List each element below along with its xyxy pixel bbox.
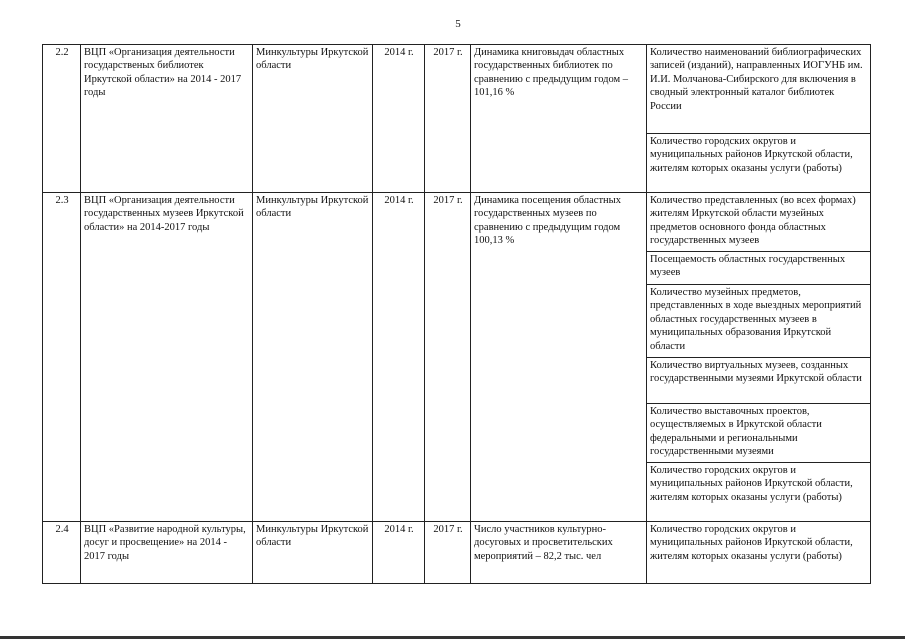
start-year: 2014 г. xyxy=(373,45,425,193)
row-number: 2.4 xyxy=(43,522,81,584)
indicator-cell: Количество городских округов и муниципальных районов Иркутской области, жителям которых оказаны услуги (работы) xyxy=(647,134,871,193)
expected-result: Динамика книговыдач областных государственных библиотек по сравнению с предыдущим годом – 101,16 % xyxy=(471,45,647,193)
program-name: ВЦП «Развитие народной культуры, досуг и просвещение» на 2014 - 2017 годы xyxy=(81,522,253,584)
indicator-cell: Количество городских округов и муниципальных районов Иркутской области, жителям которых оказаны услуги (работы) xyxy=(647,463,871,522)
indicator-cell: Количество городских округов и муниципальных районов Иркутской области, жителям которых оказаны услуги (работы) xyxy=(647,522,871,584)
program-table xyxy=(42,44,871,584)
end-year: 2017 г. xyxy=(425,522,471,584)
end-year: 2017 г. xyxy=(425,45,471,193)
indicator-cell: Количество представленных (во всех формах) жителям Иркутской области музейных предметов основного фонда областных государственных музеев xyxy=(647,193,871,252)
indicator-cell: Количество виртуальных музеев, созданных государственными музеями Иркутской области xyxy=(647,358,871,404)
expected-result: Динамика посещения областных государственных музеев по сравнению с предыдущим годом 100,13 % xyxy=(471,193,647,522)
table-row xyxy=(43,522,871,584)
row-number: 2.2 xyxy=(43,45,81,193)
end-year: 2017 г. xyxy=(425,193,471,522)
page-bottom-edge xyxy=(0,636,905,639)
start-year: 2014 г. xyxy=(373,522,425,584)
expected-result: Число участников культурно-досуговых и просветительских мероприятий – 82,2 тыс. чел xyxy=(471,522,647,584)
page-number: 5 xyxy=(455,18,461,30)
start-year: 2014 г. xyxy=(373,193,425,522)
table-row xyxy=(43,193,871,252)
executor: Минкультуры Иркутской области xyxy=(253,193,373,522)
indicator-cell: Количество музейных предметов, представленных в ходе выездных мероприятий областных государственных музеев в муниципальных образования Иркутской области xyxy=(647,285,871,358)
table-row xyxy=(43,45,871,134)
indicator-cell: Количество выставочных проектов, осуществляемых в Иркутской области федеральными и региональными государственными музеями xyxy=(647,404,871,463)
program-name: ВЦП «Организация деятельности государственых библиотек Иркутской области» на 2014 - 2017 годы xyxy=(81,45,253,193)
indicator-cell: Количество наименований библиографических записей (изданий), направленных ИОГУНБ им. И.И. Молчанова-Сибирского для включения в сводный электронный каталог библиотек России xyxy=(647,45,871,134)
row-number: 2.3 xyxy=(43,193,81,522)
executor: Минкультуры Иркутской области xyxy=(253,45,373,193)
executor: Минкультуры Иркутской области xyxy=(253,522,373,584)
indicator-cell: Посещаемость областных государственных музеев xyxy=(647,252,871,285)
program-name: ВЦП «Организация деятельности государственных музеев Иркутской области» на 2014-2017 годы xyxy=(81,193,253,522)
